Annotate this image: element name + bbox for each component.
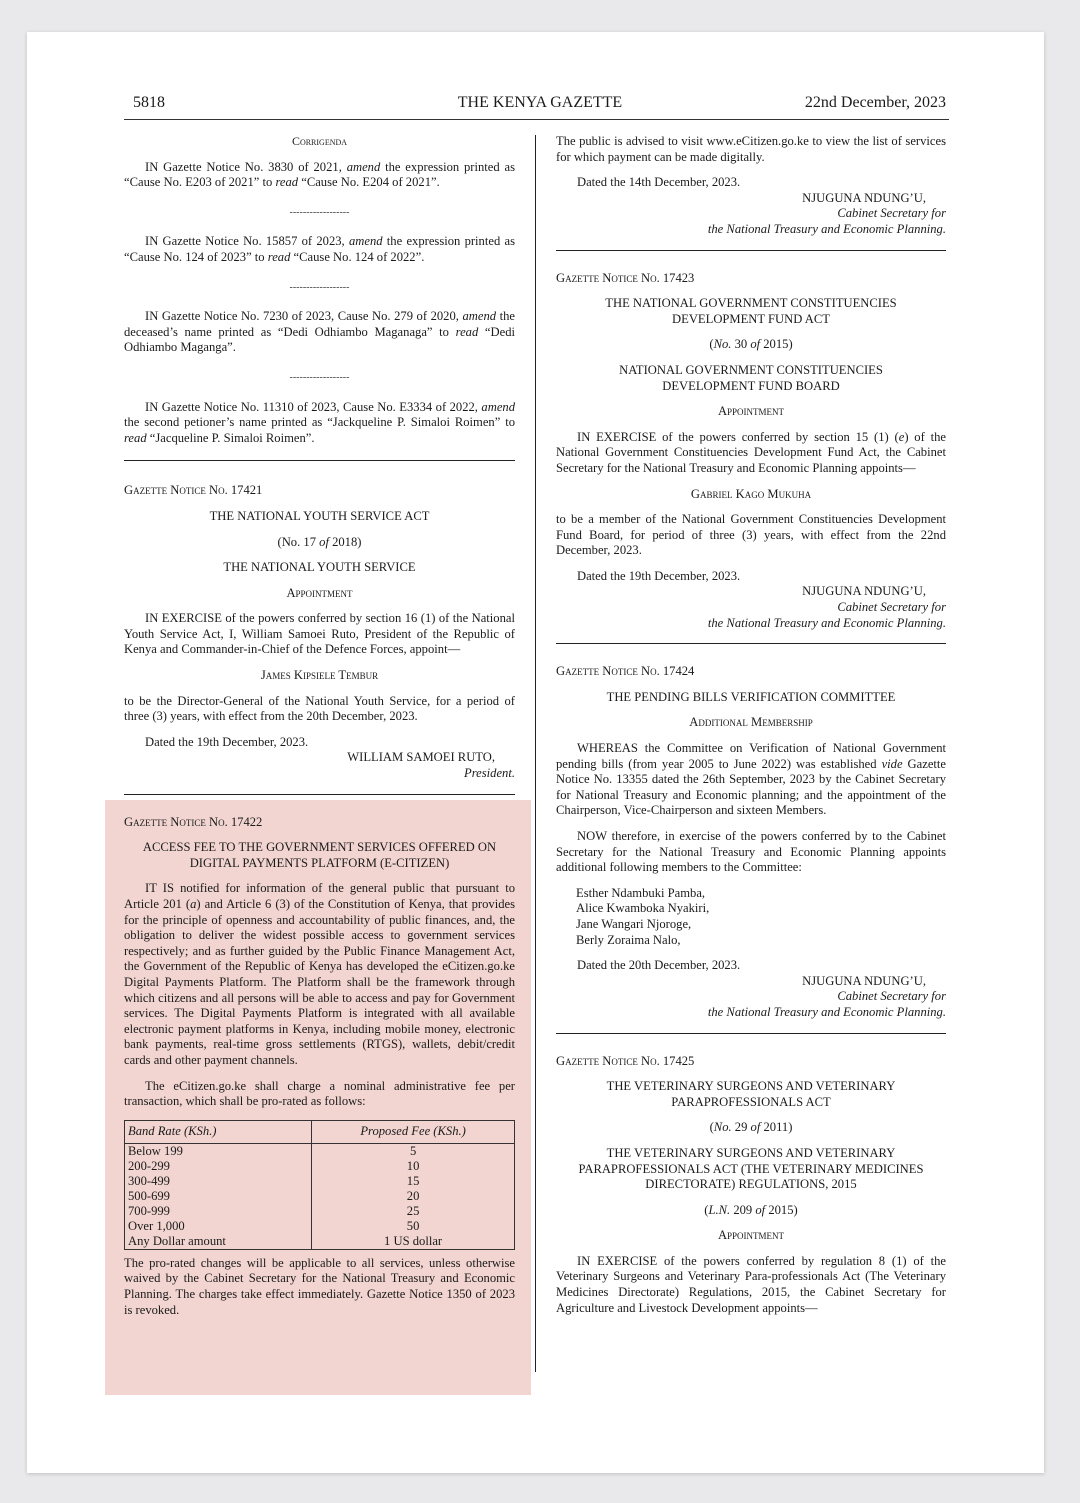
legal-notice-number: (L.N. 209 of 2015) [704,1202,798,1217]
dated-line: Dated the 19th December, 2023. [145,734,309,749]
list-item: Berly Zoraima Nalo, [576,932,681,947]
act-number: (No. 29 of 2011) [709,1120,793,1135]
signatory-title: President. [464,766,515,781]
corrigendum-item: IN Gazette Notice No. 15857 of 2023, amend the expression printed as “Cause No. 124 of 2023” to read “Cause No. 124 of 2022”. [124,234,515,264]
corrigendum-item: IN Gazette Notice No. 7230 of 2023, Cause No. 279 of 2020, amend the deceased’s name printed as “Dedi Odhiambo Maganaga” to read “Dedi Odhiambo Maganga”. [124,309,515,355]
notice-title-line: DIGITAL PAYMENTS PLATFORM (E-CITIZEN) [189,855,450,870]
section-rule [556,1033,946,1034]
signatory-title: Cabinet Secretary for [837,600,946,615]
body-title-line: DEVELOPMENT FUND BOARD [662,378,840,393]
table-row: 200-299 10 [125,1159,515,1174]
fee-table [124,1120,515,1250]
section-rule [556,250,946,251]
notice-paragraph: IT IS notified for information of the general public that pursuant to Article 201 (a) and Article 6 (3) of the Constitution of Kenya, that provides for the principle of openness and accountability of public finances, and, the obligation to deliver the widest possible access to government services respectively; and as further guided by the Public Finance Management Act, the Government of the Republic of Kenya has developed the eCitizen.go.ke Digital Payments Platform. The Platform shall be the framework through which citizens and all persons will be able to access and pay for Government services. The Digital Payments Platform is integrated with all available electronic payment platforms in Kenya, including mobile money, electronic bank payments, real-time gross settlements (RTGS), wallets, debit/credit cards and other payment channels. [124,881,515,1067]
column-divider [535,135,536,1372]
regulations-title-line: DIRECTORATE) REGULATIONS, 2015 [645,1177,857,1192]
table-row: 700-999 25 [125,1204,515,1219]
list-item: Jane Wangari Njoroge, [576,916,692,931]
dated-line: Dated the 19th December, 2023. [577,568,741,583]
notice-number: Gazette Notice No. 17421 [124,483,263,498]
act-number: (No. 30 of 2015) [709,337,793,352]
regulations-title-line: THE VETERINARY SURGEONS AND VETERINARY [606,1145,896,1160]
corrigenda-heading: Corrigenda [291,134,348,148]
table-row: Any Dollar amount 1 US dollar [125,1234,515,1250]
notice-title-line: ACCESS FEE TO THE GOVERNMENT SERVICES OFFERED ON [142,840,497,855]
notice-number: Gazette Notice No. 17422 [124,814,263,829]
signatory-title: Cabinet Secretary for [837,989,946,1004]
table-header: Band Rate (KSh.) [125,1120,312,1143]
signatory-title: the National Treasury and Economic Planning. [707,615,946,630]
exercise-paragraph: IN EXERCISE of the powers conferred by section 16 (1) of the National Youth Service Act, I, William Samoei Ruto, President of the Republic of Kenya and Commander-in-Chief of the Defence Forces, appoint— [124,611,515,657]
notice-paragraph: The eCitizen.go.ke shall charge a nominal administrative fee per transaction, which shall be pro-rated as follows: [124,1078,515,1109]
now-paragraph: NOW therefore, in exercise of the powers conferred by to the Cabinet Secretary for the National Treasury and Economic Planning appoints additional following members to the Committee: [556,829,946,875]
body-title: THE NATIONAL YOUTH SERVICE [223,560,416,575]
corrigendum-item: IN Gazette Notice No. 11310 of 2023, Cause No. E3334 of 2022, amend the second petioner’s name printed as “Jackqueline P. Simaloi Roimen” to read “Jacqueline P. Simaloi Roimen”. [124,399,515,445]
separator: ------------------ [289,371,350,383]
appointee-name: Gabriel Kago Mukuha [690,486,812,501]
table-header: Proposed Fee (KSh.) [312,1120,515,1143]
section-heading: Additional Membership [689,715,813,730]
signatory-title: the National Treasury and Economic Planning. [707,221,946,236]
list-item: Alice Kwamboka Nyakiri, [576,901,710,916]
table-row: Below 199 5 [125,1143,515,1159]
act-title-line: THE VETERINARY SURGEONS AND VETERINARY [606,1079,896,1094]
act-title-line: DEVELOPMENT FUND ACT [672,311,830,326]
signatory-name: WILLIAM SAMOEI RUTO, [347,750,495,765]
left-column [124,134,515,1318]
act-title-line: THE NATIONAL GOVERNMENT CONSTITUENCIES [605,296,897,311]
separator: ------------------ [289,281,350,293]
regulations-title-line: PARAPROFESSIONALS ACT (THE VETERINARY MEDICINES [578,1161,924,1176]
exercise-paragraph: IN EXERCISE of the powers conferred by section 15 (1) (e) of the National Government Constituencies Development Fund Act, the Cabinet Secretary for the National Treasury and Economic Planning appoints— [556,429,946,475]
right-column [556,134,946,1316]
act-title-line: PARAPROFESSIONALS ACT [671,1094,831,1109]
corrigendum-item: IN Gazette Notice No. 3830 of 2021, amend the expression printed as “Cause No. E203 of 2021” to read “Cause No. E204 of 2021”. [124,159,515,190]
appointment-text: to be the Director-General of the National Youth Service, for a period of three (3) years, with effect from the 20th December, 2023. [124,693,515,724]
dated-line: Dated the 20th December, 2023. [577,958,741,973]
signatory-name: NJUGUNA NDUNG’U, [802,584,926,599]
table-row: 500-699 20 [125,1189,515,1204]
table-row: Over 1,000 50 [125,1219,515,1234]
section-heading: Appointment [717,404,785,419]
gazette-title: THE KENYA GAZETTE [457,94,623,111]
notice-title: THE PENDING BILLS VERIFICATION COMMITTEE [606,689,896,704]
section-rule [124,794,515,795]
signatory-name: NJUGUNA NDUNG’U, [802,190,926,205]
notice-number: Gazette Notice No. 17425 [556,1053,695,1068]
separator: ------------------ [289,206,350,218]
signatory-title: Cabinet Secretary for [837,206,946,221]
act-number: (No. 17 of 2018) [277,534,362,549]
list-item: Esther Ndambuki Pamba, [576,885,706,900]
appointment-text: to be a member of the National Government Constituencies Development Fund Board, for period of three (3) years, with effect from the 22nd December, 2023. [556,512,946,558]
signatory-name: NJUGUNA NDUNG’U, [802,973,926,988]
notice-number: Gazette Notice No. 17423 [556,270,695,285]
exercise-paragraph: IN EXERCISE of the powers conferred by regulation 8 (1) of the Veterinary Surgeons and Veterinary Para-professionals Act (The Veterinary Medicines Directorate) Regulations, 2015, the Cabinet Secretary for Agriculture and Livestock Development appoints— [556,1253,946,1315]
section-rule [556,643,946,644]
section-rule [124,460,515,461]
header-rule [124,119,949,120]
notice-paragraph: The pro-rated changes will be applicable to all services, unless otherwise waived by the Cabinet Secretary for the National Treasury and Economic Planning. The charges take effect immediately. Gazette Notice 1350 of 2023 is revoked. [124,1255,515,1317]
issue-date: 22nd December, 2023 [804,94,946,111]
member-list [556,886,946,948]
table-row: 300-499 15 [125,1174,515,1189]
page-number: 5818 [133,94,165,111]
dated-line: Dated the 14th December, 2023. [577,175,741,190]
notice-number: Gazette Notice No. 17424 [556,664,695,679]
section-heading: Appointment [717,1228,785,1243]
whereas-paragraph: WHEREAS the Committee on Verification of National Government pending bills (from year 2005 to June 2022) was established vide Gazette Notice No. 13355 dated the 26th September, 2023 by the Cabinet Secretary for National Treasury and Economic planning; and the appointment of the Chairperson, Vice-Chairperson and sixteen Members. [556,741,946,818]
appointee-name: James Kipsiele Tembur [260,668,379,683]
section-heading: Appointment [286,585,353,600]
signatory-title: the National Treasury and Economic Planning. [707,1004,946,1019]
body-title-line: NATIONAL GOVERNMENT CONSTITUENCIES [619,362,883,377]
act-title: THE NATIONAL YOUTH SERVICE ACT [209,508,430,523]
notice-continuation: The public is advised to visit www.eCitizen.go.ke to view the list of services for which payment can be made digitally. [556,134,946,164]
